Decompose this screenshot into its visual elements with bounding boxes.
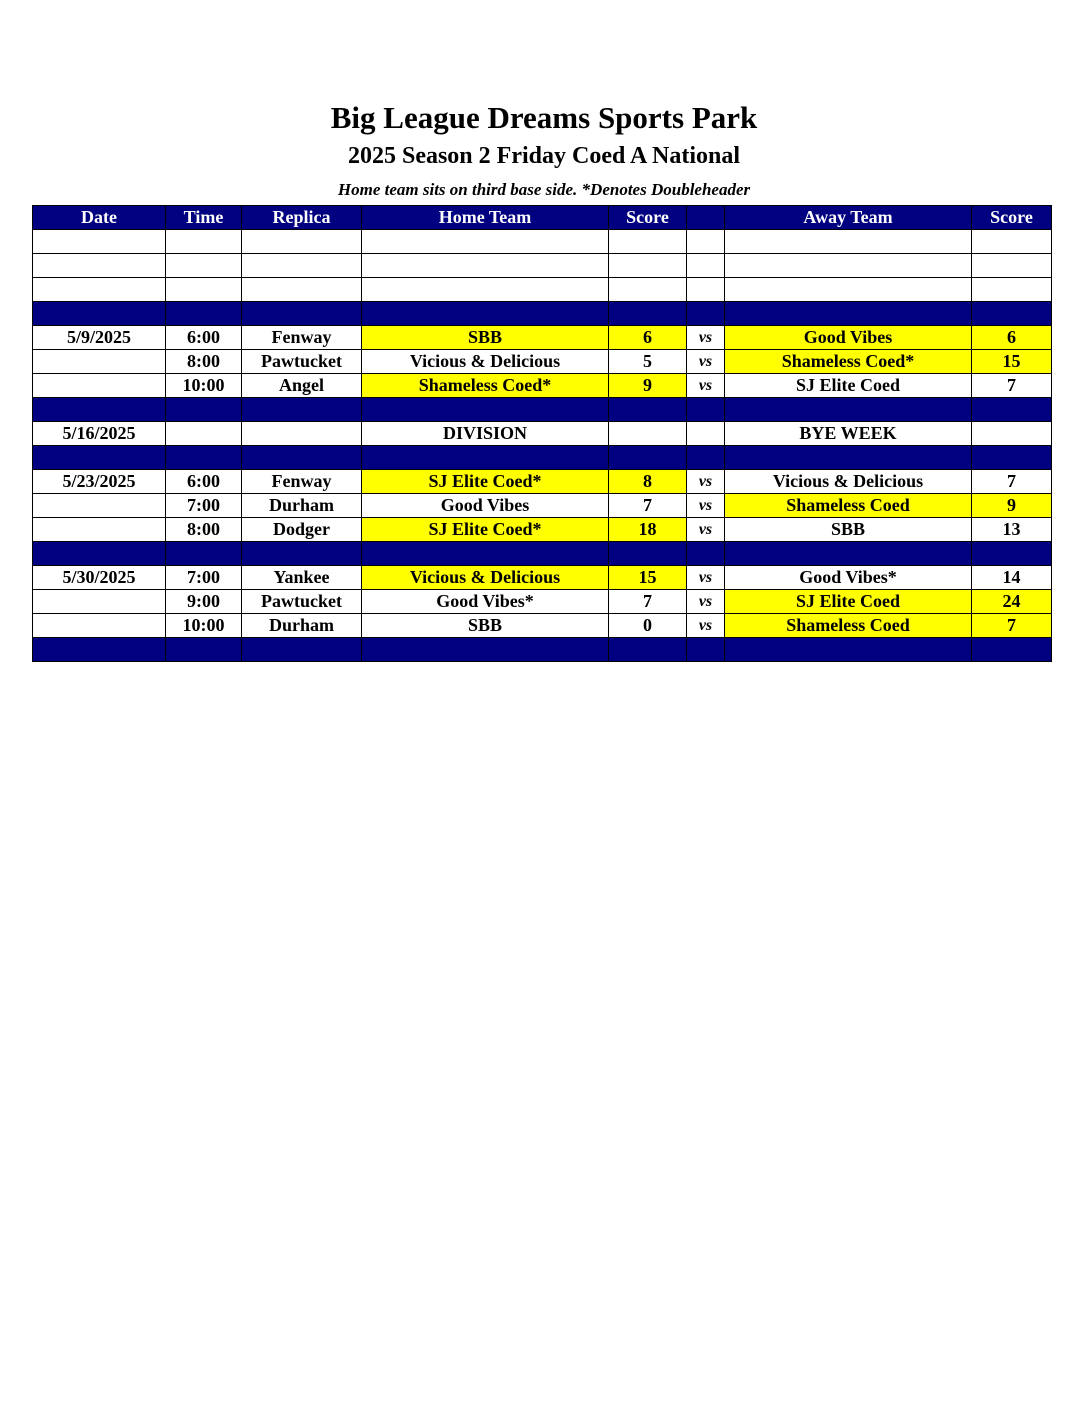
game-row	[33, 614, 1052, 638]
away-score-cell	[972, 302, 1052, 326]
away-team-cell: Good Vibes*	[725, 566, 972, 590]
game-row	[33, 374, 1052, 398]
home-score-cell	[609, 278, 687, 302]
away-score-cell: 15	[972, 350, 1052, 374]
replica-cell: Pawtucket	[242, 350, 362, 374]
away-team-cell	[725, 398, 972, 422]
home-team-cell: SJ Elite Coed*	[362, 518, 609, 542]
time-cell	[166, 638, 242, 662]
away-team-cell: Shameless Coed	[725, 494, 972, 518]
header-row	[33, 206, 1052, 230]
time-cell: 6:00	[166, 470, 242, 494]
away-team-cell: SJ Elite Coed	[725, 374, 972, 398]
time-cell	[166, 422, 242, 446]
vs-cell	[687, 638, 725, 662]
home-team-cell: SBB	[362, 614, 609, 638]
home-score-cell	[609, 230, 687, 254]
time-cell	[166, 230, 242, 254]
home-team-cell	[362, 278, 609, 302]
home-score-cell	[609, 446, 687, 470]
time-cell: 8:00	[166, 518, 242, 542]
vs-cell	[687, 422, 725, 446]
home-team-cell: DIVISION	[362, 422, 609, 446]
home-score-cell: 0	[609, 614, 687, 638]
separator-row	[33, 446, 1052, 470]
separator-row	[33, 542, 1052, 566]
separator-row	[33, 398, 1052, 422]
home-score-cell	[609, 638, 687, 662]
vs-cell: vs	[687, 470, 725, 494]
home-team-cell: Vicious & Delicious	[362, 566, 609, 590]
time-cell	[166, 398, 242, 422]
vs-cell	[687, 278, 725, 302]
home-team-cell: SJ Elite Coed*	[362, 470, 609, 494]
col-header-home-team: Home Team	[362, 206, 609, 230]
vs-cell: vs	[687, 350, 725, 374]
col-header-away-team: Away Team	[725, 206, 972, 230]
date-cell	[33, 230, 166, 254]
vs-cell	[687, 398, 725, 422]
time-cell: 10:00	[166, 614, 242, 638]
away-score-cell	[972, 254, 1052, 278]
vs-cell	[687, 302, 725, 326]
date-cell	[33, 638, 166, 662]
replica-cell	[242, 638, 362, 662]
home-team-cell: Shameless Coed*	[362, 374, 609, 398]
date-cell	[33, 590, 166, 614]
time-cell: 6:00	[166, 326, 242, 350]
away-score-cell: 14	[972, 566, 1052, 590]
home-score-cell	[609, 398, 687, 422]
away-team-cell: SJ Elite Coed	[725, 590, 972, 614]
away-team-cell	[725, 446, 972, 470]
home-team-cell: Good Vibes	[362, 494, 609, 518]
away-score-cell: 7	[972, 614, 1052, 638]
home-score-cell	[609, 302, 687, 326]
page-subtitle: 2025 Season 2 Friday Coed A National	[347, 143, 741, 169]
replica-cell: Pawtucket	[242, 590, 362, 614]
schedule-note: Home team sits on third base side. *Denotes Doubleheader	[337, 180, 751, 199]
date-cell: 5/9/2025	[33, 326, 166, 350]
away-score-cell: 24	[972, 590, 1052, 614]
replica-cell	[242, 398, 362, 422]
away-team-cell: Shameless Coed	[725, 614, 972, 638]
away-team-cell: SBB	[725, 518, 972, 542]
vs-cell	[687, 254, 725, 278]
away-score-cell: 7	[972, 470, 1052, 494]
home-team-cell: SBB	[362, 326, 609, 350]
home-score-cell: 7	[609, 494, 687, 518]
away-team-cell: Shameless Coed*	[725, 350, 972, 374]
home-team-cell	[362, 302, 609, 326]
away-team-cell: Vicious & Delicious	[725, 470, 972, 494]
away-score-cell: 13	[972, 518, 1052, 542]
away-score-cell	[972, 446, 1052, 470]
away-team-cell	[725, 302, 972, 326]
away-team-cell	[725, 230, 972, 254]
replica-cell: Fenway	[242, 470, 362, 494]
vs-cell	[687, 446, 725, 470]
date-cell	[33, 302, 166, 326]
replica-cell: Fenway	[242, 326, 362, 350]
date-cell	[33, 614, 166, 638]
home-team-cell: Good Vibes*	[362, 590, 609, 614]
time-cell	[166, 302, 242, 326]
col-header-time: Time	[166, 206, 242, 230]
col-header-home-score: Score	[609, 206, 687, 230]
vs-cell: vs	[687, 518, 725, 542]
game-row	[33, 422, 1052, 446]
time-cell: 8:00	[166, 350, 242, 374]
col-header-date: Date	[33, 206, 166, 230]
home-score-cell: 5	[609, 350, 687, 374]
vs-cell: vs	[687, 374, 725, 398]
away-score-cell	[972, 638, 1052, 662]
game-row	[33, 518, 1052, 542]
home-team-cell: Vicious & Delicious	[362, 350, 609, 374]
replica-cell	[242, 542, 362, 566]
separator-row	[33, 638, 1052, 662]
replica-cell: Dodger	[242, 518, 362, 542]
col-header-vs	[687, 206, 725, 230]
home-score-cell: 6	[609, 326, 687, 350]
replica-cell	[242, 230, 362, 254]
away-score-cell	[972, 398, 1052, 422]
home-score-cell: 8	[609, 470, 687, 494]
vs-cell	[687, 230, 725, 254]
replica-cell	[242, 302, 362, 326]
vs-cell	[687, 542, 725, 566]
game-row	[33, 590, 1052, 614]
replica-cell	[242, 254, 362, 278]
time-cell	[166, 446, 242, 470]
away-team-cell	[725, 638, 972, 662]
schedule-table	[32, 205, 1052, 662]
game-row	[33, 350, 1052, 374]
date-cell: 5/16/2025	[33, 422, 166, 446]
home-team-cell	[362, 446, 609, 470]
date-cell	[33, 278, 166, 302]
replica-cell: Yankee	[242, 566, 362, 590]
home-score-cell: 15	[609, 566, 687, 590]
home-team-cell	[362, 542, 609, 566]
page-title: Big League Dreams Sports Park	[330, 100, 758, 135]
date-cell	[33, 374, 166, 398]
game-row	[33, 566, 1052, 590]
replica-cell	[242, 422, 362, 446]
blank-row	[33, 278, 1052, 302]
away-score-cell: 6	[972, 326, 1052, 350]
date-cell: 5/23/2025	[33, 470, 166, 494]
away-score-cell	[972, 230, 1052, 254]
away-team-cell	[725, 254, 972, 278]
away-team-cell: Good Vibes	[725, 326, 972, 350]
replica-cell: Durham	[242, 494, 362, 518]
game-row	[33, 470, 1052, 494]
time-cell	[166, 278, 242, 302]
away-score-cell	[972, 542, 1052, 566]
date-cell	[33, 494, 166, 518]
date-cell	[33, 542, 166, 566]
away-score-cell: 7	[972, 374, 1052, 398]
home-team-cell	[362, 254, 609, 278]
date-cell	[33, 350, 166, 374]
away-team-cell	[725, 542, 972, 566]
home-score-cell: 9	[609, 374, 687, 398]
date-cell	[33, 446, 166, 470]
home-score-cell: 7	[609, 590, 687, 614]
home-score-cell	[609, 254, 687, 278]
away-score-cell	[972, 278, 1052, 302]
time-cell	[166, 542, 242, 566]
away-score-cell	[972, 422, 1052, 446]
date-cell	[33, 254, 166, 278]
replica-cell: Angel	[242, 374, 362, 398]
away-team-cell	[725, 278, 972, 302]
time-cell: 7:00	[166, 566, 242, 590]
blank-row	[33, 254, 1052, 278]
date-cell	[33, 398, 166, 422]
home-score-cell	[609, 422, 687, 446]
vs-cell: vs	[687, 590, 725, 614]
home-team-cell	[362, 638, 609, 662]
vs-cell: vs	[687, 326, 725, 350]
date-cell: 5/30/2025	[33, 566, 166, 590]
home-score-cell: 18	[609, 518, 687, 542]
col-header-replica: Replica	[242, 206, 362, 230]
replica-cell: Durham	[242, 614, 362, 638]
vs-cell: vs	[687, 566, 725, 590]
replica-cell	[242, 446, 362, 470]
blank-row	[33, 230, 1052, 254]
separator-row	[33, 302, 1052, 326]
vs-cell: vs	[687, 614, 725, 638]
time-cell	[166, 254, 242, 278]
time-cell: 7:00	[166, 494, 242, 518]
col-header-away-score: Score	[972, 206, 1052, 230]
home-team-cell	[362, 230, 609, 254]
schedule-body	[33, 230, 1052, 662]
game-row	[33, 494, 1052, 518]
game-row	[33, 326, 1052, 350]
away-team-cell: BYE WEEK	[725, 422, 972, 446]
time-cell: 9:00	[166, 590, 242, 614]
date-cell	[33, 518, 166, 542]
replica-cell	[242, 278, 362, 302]
home-team-cell	[362, 398, 609, 422]
away-score-cell: 9	[972, 494, 1052, 518]
home-score-cell	[609, 542, 687, 566]
vs-cell: vs	[687, 494, 725, 518]
time-cell: 10:00	[166, 374, 242, 398]
